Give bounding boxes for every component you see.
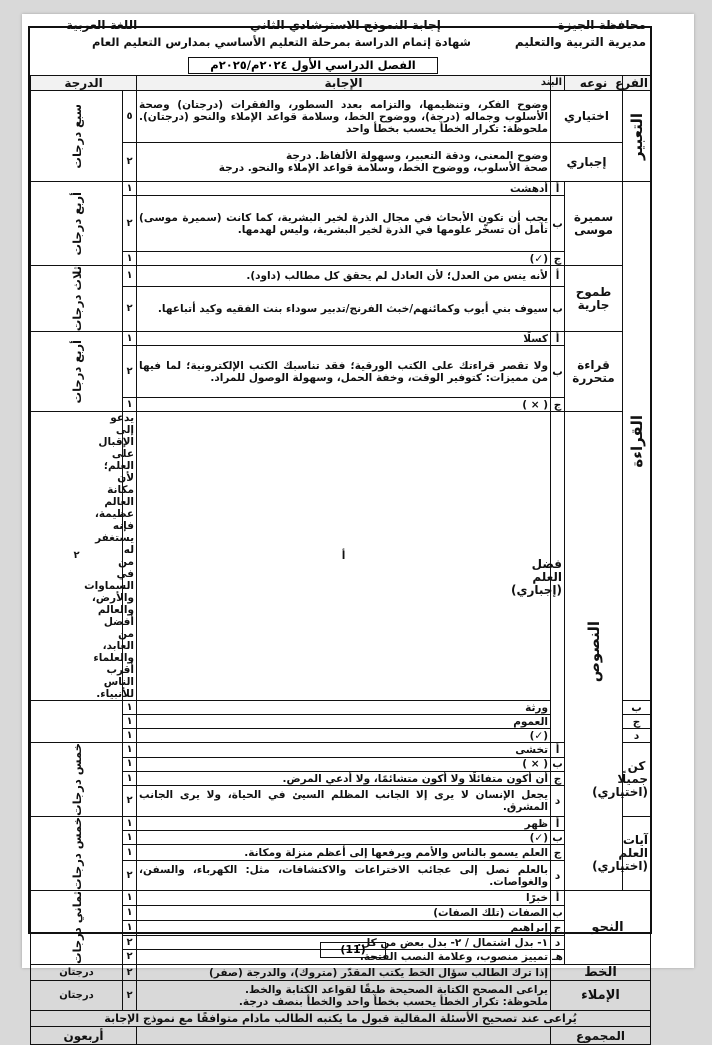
verses-b: (✓) xyxy=(137,831,551,845)
table-row xyxy=(31,412,651,701)
item-mark: ١ xyxy=(123,332,137,346)
item-mark: ١ xyxy=(123,906,137,921)
table-row xyxy=(31,287,651,332)
item-letter: هـ xyxy=(552,951,563,964)
item-mark: ١ xyxy=(123,266,137,287)
verses-a: ظهر xyxy=(137,817,551,831)
item-mark: ٢ xyxy=(123,935,137,950)
table-row xyxy=(31,906,651,921)
item-letter: د xyxy=(551,935,565,950)
knowledge-d: (✓) xyxy=(137,729,551,743)
grammar-total: ثماني درجات xyxy=(31,891,123,965)
branch-texts: النصوص xyxy=(565,412,623,891)
table-row xyxy=(31,981,651,1011)
liberated-title: قراءة متحررة xyxy=(565,332,623,412)
expression-optional-text: وضوح الفكر، وتنظيمها، والتزامه بعدد السطور، والفقرات (درجتان) وصحة الأسلوب وجماله (درجة)، ووضوح الخط، وسلامة قواعد الإملاء والنحو (درجتان). ملحوظة: تكرار الخطأ يحسب بخطأ واحد xyxy=(137,91,551,143)
table-row xyxy=(31,831,651,845)
expression-optional-label: اختياري xyxy=(551,91,623,143)
page-number: (11) xyxy=(320,942,386,958)
liberated-a: كسلًا xyxy=(137,332,551,346)
item-mark: ١ xyxy=(123,398,137,412)
branch-expression: التعبير xyxy=(623,91,651,182)
samira-title: سميرة موسى xyxy=(565,182,623,266)
jariya-b: سيوف بني أيوب وكمائنهم/خبث الفرنج/تدبير سوداء بنت الفقيه وكيد أتباعها. xyxy=(137,287,551,332)
expression-optional-mark: ٥ xyxy=(123,91,137,143)
dictation-total: درجتان xyxy=(31,981,123,1011)
verses-total: خمس درجات xyxy=(31,817,123,891)
col-grade: الدرجة xyxy=(31,76,137,91)
grammar-d: ١- بدل اشتمال / ٢- بدل بعض من كل. xyxy=(137,935,551,950)
table-row xyxy=(31,861,651,891)
item-letter: د xyxy=(551,861,565,891)
liberated-c: ( × ) xyxy=(137,398,551,412)
item-mark: ١ xyxy=(123,817,137,831)
item-mark: ٢ xyxy=(123,196,137,252)
table-row xyxy=(31,757,651,771)
dictation-text: يراعى المصحح الكتابة الصحيحة طبقًا لقواعد الكتابة والخط. ملحوظة: تكرار الخطأ يحسب بخطأ واحد والخطأ بنصف درجة. xyxy=(137,981,551,1011)
grammar-b: الصفات (تلك الصفات) xyxy=(137,906,551,921)
liberated-b: ولا تقصر قراءتك على الكتب الورقية؛ فقد تناسبك الكتب الإلكترونية؛ لما فيها من مميزات: كتوفير الوقت، وخفة الحمل، وسهولة الوصول للمراد. xyxy=(137,346,551,398)
expression-mandatory-text: وضوح المعنى، ودقة التعبير، وسهولة الألفاظ. درجة صحة الأسلوب، ووضوح الخط، وسلامة قواعد الإملاء والنحو. درجة xyxy=(137,143,551,182)
item-letter: أ xyxy=(551,891,565,906)
item-mark: ١ xyxy=(123,891,137,906)
item-mark: ١ xyxy=(123,729,137,743)
grammar-e: تمييز منصوب، وعلامة النصب الفتحة. xyxy=(137,950,551,965)
col-item: البند xyxy=(551,76,565,91)
verses-c: العلم يسمو بالناس والأمم ويرفعها إلى أعظم منزلة ومكانة. xyxy=(137,845,551,861)
knowledge-c: العموم xyxy=(137,715,551,729)
item-mark: ١ xyxy=(123,757,137,771)
samira-b: يجب أن تكون الأبحاث في مجال الذرة لخير البشرية، كما كانت (سميرة موسى) تأمل أن تسخّر علومها في الذرة لخير البشرية، وليس لهدمها. xyxy=(137,196,551,252)
sum-value: أربعون xyxy=(31,1027,137,1045)
dictation-mark: ٢ xyxy=(123,981,137,1011)
expression-mandatory-label: إجباري xyxy=(551,143,623,182)
handwriting-total: درجتان xyxy=(31,965,123,981)
knowledge-a: يدعو إلى الإقبال على العلم؛ لأن مكانة العالم عظيمة، فإنه يستغفر له من في السماوات والأرض، والعالم أفضل من العابد، والعلماء أقرب الناس للأنبياء. xyxy=(123,412,137,701)
expression-mandatory-mark: ٢ xyxy=(123,143,137,182)
item-mark: ٢ xyxy=(123,861,137,891)
beautiful-d: يجعل الإنسان لا يرى إلا الجانب المظلم السيئ في الحياة، ولا يرى الجانب المشرق. xyxy=(137,786,551,817)
expression-total: سبع درجات xyxy=(31,91,123,182)
verses-title: آيات العلم (اختياري) xyxy=(623,817,651,891)
beautiful-title: كن جميلًا (اختياري) xyxy=(623,743,651,817)
branch-grammar: النحو xyxy=(565,891,651,965)
table-row xyxy=(31,891,651,906)
beautiful-c: أن أكون متفائلًا ولا أكون متشائمًا، ولا أدعي المرض. xyxy=(137,772,551,786)
table-row xyxy=(31,398,651,412)
item-letter: ج xyxy=(551,920,565,935)
subject: اللغة العربية xyxy=(66,18,138,32)
item-mark: ١ xyxy=(123,715,137,729)
table-row xyxy=(31,786,651,817)
item-mark: ١ xyxy=(123,845,137,861)
beautiful-b: ( × ) xyxy=(137,757,551,771)
item-mark: ١ xyxy=(123,831,137,845)
item-mark: ١ xyxy=(123,920,137,935)
item-mark: ١ xyxy=(123,772,137,786)
table-row xyxy=(31,91,651,143)
item-mark: ١ xyxy=(123,701,137,715)
knowledge-b: ورثة xyxy=(137,701,551,715)
samira-c: (✓) xyxy=(137,252,551,266)
table-row xyxy=(31,743,651,757)
item-letter: ج xyxy=(551,772,565,786)
item-mark: ١ xyxy=(123,182,137,196)
item-letter: ب xyxy=(551,346,565,398)
table-row xyxy=(31,143,651,182)
table-row xyxy=(31,920,651,935)
item-mark: ١ xyxy=(123,743,137,757)
governorate: محافظة الجيزة xyxy=(557,18,646,32)
table-row xyxy=(31,817,651,831)
col-branch: الفرع xyxy=(623,76,651,91)
handwriting-mark: ٢ xyxy=(123,965,137,981)
item-letter: د xyxy=(623,729,651,743)
jariya-total: ثلاث درجات xyxy=(31,266,123,332)
directorate: مديرية التربية والتعليم xyxy=(514,35,646,49)
term-label: الفصل الدراسي الأول ٢٠٢٤م/٢٠٢٥م xyxy=(188,57,438,74)
jariya-a: لأنه ينس من العدل؛ لأن العادل لم يحقق كل مطالب (داود). xyxy=(137,266,551,287)
item-letter: أ xyxy=(551,182,565,196)
item-mark: ١ xyxy=(123,252,137,266)
item-letter: أ xyxy=(137,412,551,701)
table-row xyxy=(31,346,651,398)
item-letter: ب xyxy=(552,906,563,919)
beautiful-total: خمس درجات xyxy=(31,743,123,817)
branch-handwriting: الخط xyxy=(551,965,651,981)
item-letter: ب xyxy=(551,196,565,252)
table-row xyxy=(31,1027,651,1045)
item-letter: ج xyxy=(551,252,565,266)
item-mark: ٢ xyxy=(123,346,137,398)
table-row xyxy=(31,182,651,196)
table-row xyxy=(31,772,651,786)
item-letter: ب xyxy=(623,701,651,715)
item-letter: أ xyxy=(551,743,565,757)
item-letter: أ xyxy=(551,266,565,287)
jariya-title: طموح جارية xyxy=(565,266,623,332)
liberated-total: أربع درجات xyxy=(31,332,123,412)
item-mark: ٢ xyxy=(123,287,137,332)
table-row xyxy=(31,266,651,287)
item-mark: ٢ xyxy=(123,950,137,965)
grammar-c: إبراهيم xyxy=(137,920,551,935)
table-row xyxy=(31,1011,651,1027)
col-answer: الإجابة xyxy=(137,76,551,91)
item-letter: ج xyxy=(551,398,565,412)
beautiful-a: تخشى xyxy=(137,743,551,757)
branch-dictation: الإملاء xyxy=(551,981,651,1011)
item-letter: ج xyxy=(551,845,565,861)
item-letter: ج xyxy=(623,715,651,729)
sum-blank xyxy=(137,1027,551,1045)
item-mark: ٢ xyxy=(31,412,123,701)
table-row xyxy=(31,965,651,981)
table-row xyxy=(31,332,651,346)
grammar-a: خبرًا xyxy=(137,891,551,906)
samira-total: أربع درجات xyxy=(31,182,123,266)
table-row xyxy=(31,845,651,861)
item-letter: أ xyxy=(551,817,565,831)
table-header xyxy=(31,76,651,91)
handwriting-text: إذا ترك الطالب سؤال الخط يكتب المقدّر (متروك)، والدرجة (صفر) xyxy=(137,965,551,981)
item-letter: ب xyxy=(552,831,563,844)
verses-d: بالعلم نصل إلى عجائب الاختراعات والاكتشافات، مثل: الكهرباء، والسفن، والغواصات. xyxy=(137,861,551,891)
samira-a: أدهشت xyxy=(137,182,551,196)
item-mark: ٢ xyxy=(123,786,137,817)
item-letter: ب xyxy=(551,287,565,332)
item-letter: ب xyxy=(552,758,563,771)
certificate-title: شهادة إتمام الدراسة بمرحلة التعليم الأساسي بمدارس التعليم العام xyxy=(92,35,471,49)
item-letter: د xyxy=(551,786,565,817)
item-letter: أ xyxy=(551,332,565,346)
table-row xyxy=(31,196,651,252)
col-type: نوعه xyxy=(565,76,623,91)
footer-note: يُراعى عند تصحيح الأسئلة المقالية قبول ما يكتبه الطالب مادام متوافقًا مع نموذج الإجابة xyxy=(31,1011,651,1027)
knowledge-title: فضل العلم (إجباري) xyxy=(551,412,565,743)
sum-label: المجموع xyxy=(551,1027,651,1045)
table-row xyxy=(31,252,651,266)
answer-table xyxy=(30,75,651,1045)
branch-reading: القراءة xyxy=(623,182,651,701)
answer-title: إجابة النموذج الاسترشادي الثاني xyxy=(250,18,441,32)
